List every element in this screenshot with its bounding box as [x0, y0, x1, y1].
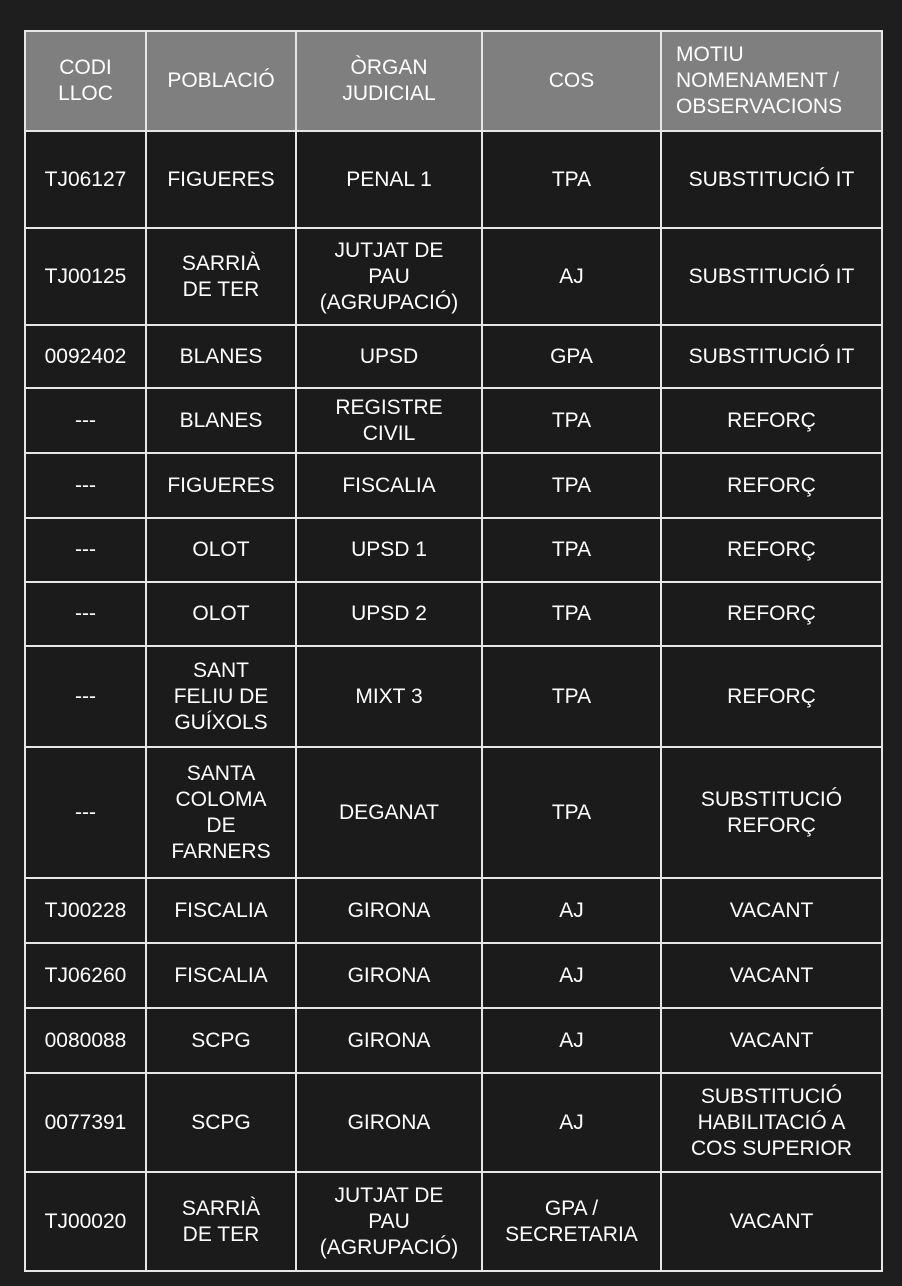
table-row [25, 228, 882, 325]
cell-cos: TPA [482, 747, 661, 878]
table-row [25, 388, 882, 453]
cell-motiu: REFORÇ [661, 582, 882, 646]
cell-motiu: SUBSTITUCIÓ IT [661, 325, 882, 388]
cell-codi-lloc: TJ06127 [25, 131, 146, 228]
cell-motiu: VACANT [661, 943, 882, 1008]
cell-codi-lloc: 0092402 [25, 325, 146, 388]
cell-codi-lloc: TJ00020 [25, 1172, 146, 1271]
cell-codi-lloc: TJ06260 [25, 943, 146, 1008]
cell-organ-judicial: FISCALIA [296, 453, 482, 518]
cell-motiu: SUBSTITUCIÓ IT [661, 131, 882, 228]
cell-poblacio: SCPG [146, 1008, 296, 1073]
cell-cos: AJ [482, 1008, 661, 1073]
cell-codi-lloc: --- [25, 747, 146, 878]
header-codi-lloc: CODI LLOC [25, 31, 146, 131]
cell-motiu: VACANT [661, 1008, 882, 1073]
cell-cos: AJ [482, 1073, 661, 1172]
cell-poblacio: OLOT [146, 582, 296, 646]
table-row [25, 325, 882, 388]
cell-codi-lloc: --- [25, 582, 146, 646]
cell-motiu: SUBSTITUCIÓ REFORÇ [661, 747, 882, 878]
cell-poblacio: SARRIÀ DE TER [146, 228, 296, 325]
cell-motiu: SUBSTITUCIÓ HABILITACIÓ A COS SUPERIOR [661, 1073, 882, 1172]
table-row [25, 943, 882, 1008]
cell-poblacio: FISCALIA [146, 943, 296, 1008]
header-motiu-nomenament: MOTIU NOMENAMENT / OBSERVACIONS [661, 31, 882, 131]
cell-motiu: VACANT [661, 1172, 882, 1271]
cell-motiu: VACANT [661, 878, 882, 943]
vacancies-table-container [24, 30, 883, 1272]
cell-codi-lloc: 0077391 [25, 1073, 146, 1172]
table-row [25, 131, 882, 228]
table-row [25, 1073, 882, 1172]
table-row [25, 453, 882, 518]
vacancies-table [24, 30, 883, 1272]
cell-organ-judicial: GIRONA [296, 878, 482, 943]
table-row [25, 747, 882, 878]
cell-cos: TPA [482, 453, 661, 518]
cell-motiu: REFORÇ [661, 518, 882, 582]
cell-poblacio: BLANES [146, 325, 296, 388]
cell-organ-judicial: JUTJAT DE PAU (AGRUPACIÓ) [296, 1172, 482, 1271]
cell-poblacio: OLOT [146, 518, 296, 582]
table-row [25, 582, 882, 646]
cell-organ-judicial: REGISTRE CIVIL [296, 388, 482, 453]
cell-codi-lloc: --- [25, 646, 146, 747]
cell-organ-judicial: UPSD [296, 325, 482, 388]
cell-poblacio: SCPG [146, 1073, 296, 1172]
header-poblacio: POBLACIÓ [146, 31, 296, 131]
cell-poblacio: SANTA COLOMA DE FARNERS [146, 747, 296, 878]
header-organ-judicial: ÒRGAN JUDICIAL [296, 31, 482, 131]
cell-organ-judicial: GIRONA [296, 943, 482, 1008]
header-cos: COS [482, 31, 661, 131]
cell-codi-lloc: TJ00125 [25, 228, 146, 325]
cell-codi-lloc: --- [25, 453, 146, 518]
cell-codi-lloc: TJ00228 [25, 878, 146, 943]
cell-codi-lloc: --- [25, 388, 146, 453]
cell-cos: TPA [482, 388, 661, 453]
table-body [25, 131, 882, 1271]
cell-organ-judicial: MIXT 3 [296, 646, 482, 747]
cell-motiu: SUBSTITUCIÓ IT [661, 228, 882, 325]
cell-poblacio: BLANES [146, 388, 296, 453]
table-row [25, 1172, 882, 1271]
cell-organ-judicial: GIRONA [296, 1008, 482, 1073]
cell-poblacio: FISCALIA [146, 878, 296, 943]
cell-cos: AJ [482, 878, 661, 943]
cell-organ-judicial: DEGANAT [296, 747, 482, 878]
cell-organ-judicial: UPSD 2 [296, 582, 482, 646]
cell-cos: TPA [482, 582, 661, 646]
cell-motiu: REFORÇ [661, 646, 882, 747]
cell-cos: AJ [482, 228, 661, 325]
cell-cos: TPA [482, 518, 661, 582]
cell-cos: AJ [482, 943, 661, 1008]
cell-codi-lloc: 0080088 [25, 1008, 146, 1073]
cell-organ-judicial: JUTJAT DE PAU (AGRUPACIÓ) [296, 228, 482, 325]
cell-motiu: REFORÇ [661, 388, 882, 453]
table-row [25, 878, 882, 943]
cell-cos: TPA [482, 646, 661, 747]
cell-cos: GPA [482, 325, 661, 388]
cell-poblacio: FIGUERES [146, 131, 296, 228]
cell-organ-judicial: GIRONA [296, 1073, 482, 1172]
cell-organ-judicial: PENAL 1 [296, 131, 482, 228]
cell-cos: GPA / SECRETARIA [482, 1172, 661, 1271]
cell-codi-lloc: --- [25, 518, 146, 582]
table-row [25, 518, 882, 582]
table-row [25, 646, 882, 747]
cell-poblacio: SANT FELIU DE GUÍXOLS [146, 646, 296, 747]
table-row [25, 1008, 882, 1073]
header-row [25, 31, 882, 131]
cell-poblacio: SARRIÀ DE TER [146, 1172, 296, 1271]
cell-motiu: REFORÇ [661, 453, 882, 518]
cell-organ-judicial: UPSD 1 [296, 518, 482, 582]
cell-cos: TPA [482, 131, 661, 228]
table-header [25, 31, 882, 131]
cell-poblacio: FIGUERES [146, 453, 296, 518]
